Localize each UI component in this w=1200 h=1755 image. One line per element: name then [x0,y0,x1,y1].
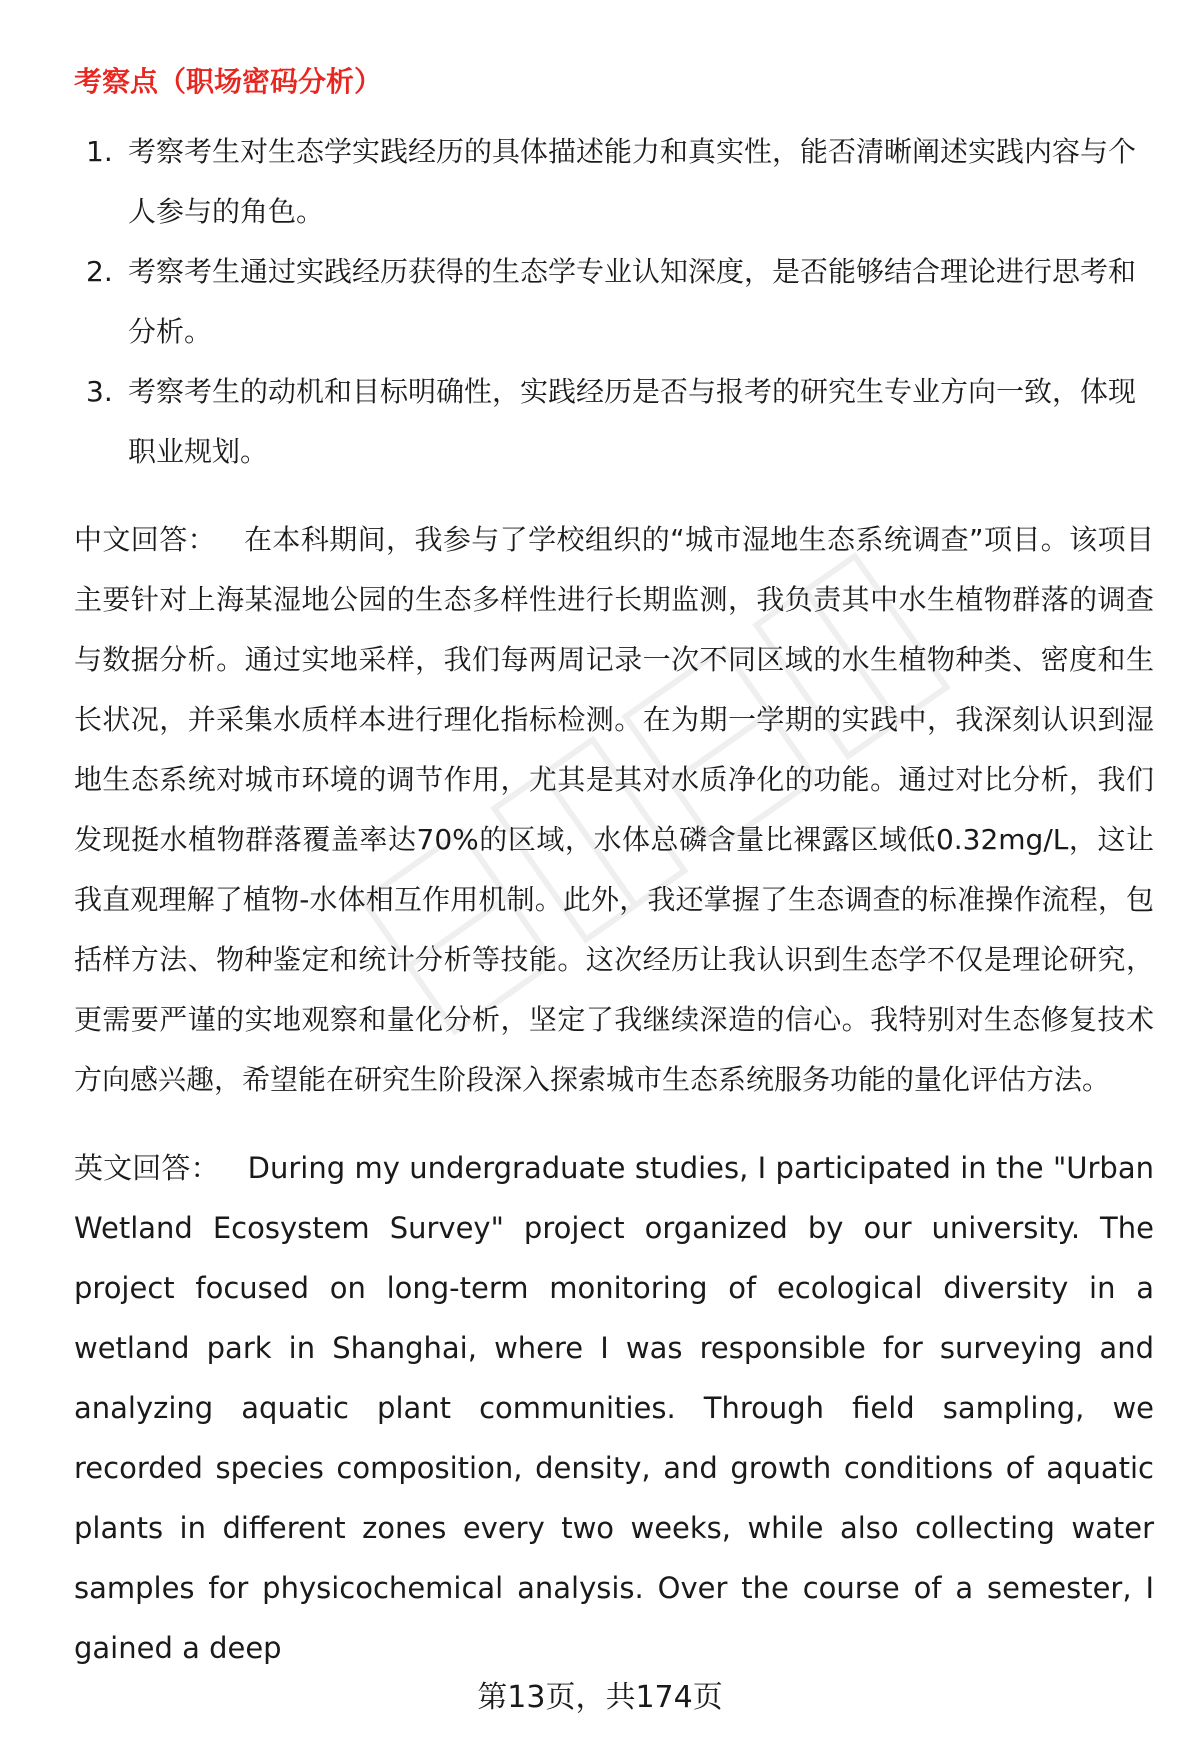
list-item [74,242,1154,362]
english-answer-label: 英文回答： [74,1151,220,1185]
english-answer-paragraph [74,1138,1154,1678]
list-item-text: 考察考生对生态学实践经历的具体描述能力和真实性，能否清晰阐述实践内容与个人参与的角色。 [128,135,1137,228]
list-item [74,362,1154,482]
list-item [74,122,1154,242]
list-item-number: 2. [86,255,113,288]
assessment-points-list [74,122,1154,482]
document-page [74,52,1154,1678]
section-title: 考察点（职场密码分析） [74,65,383,98]
list-item-text: 考察考生的动机和目标明确性，实践经历是否与报考的研究生专业方向一致，体现职业规划。 [128,375,1137,468]
list-item-number: 3. [86,375,113,408]
page-number-footer: 第13页，共174页 [477,1680,723,1715]
list-item-text: 考察考生通过实践经历获得的生态学专业认知深度，是否能够结合理论进行思考和分析。 [128,255,1137,348]
list-item-number: 1. [86,135,113,168]
chinese-answer-label: 中文回答： [74,523,217,556]
chinese-answer-text: 在本科期间，我参与了学校组织的“城市湿地生态系统调查”项目。该项目主要针对上海某湿地公园的生态多样性进行长期监测，我负责其中水生植物群落的调查与数据分析。通过实地采样，我们每两周记录一次不同区域的水生植物种类、密度和生长状况，并采集水质样本进行理化指标检测。在为期一学期的实践中，我深刻认识到湿地生态系统对城市环境的调节作用，尤其是其对水质净化的功能。通过对比分析，我们发现挺水植物群落覆盖率达70%的区域，水体总磷含量比裸露区域低0.32mg/L，这让我直观理解了植物-水体相互作用机制。此外，我还掌握了生态调查的标准操作流程，包括样方法、物种鉴定和统计分析等技能。这次经历让我认识到生态学不仅是理论研究，更需要严谨的实地观察和量化分析，坚定了我继续深造的信心。我特别对生态修复技术方向感兴趣，希望能在研究生阶段深入探索城市生态系统服务功能的量化评估方法。 [74,523,1154,1096]
english-answer-text: During my undergraduate studies, I participated in the "Urban Wetland Ecosystem Survey" project organized by our university. The project focused on long-term monitoring of ecological diversity in a wetland park in Shanghai, where I was responsible for surveying and analyzing aquatic plant communities. Through field sampling, we recorded species composition, density, and growth conditions of aquatic plants in different zones every two weeks, while also collecting water samples for physicochemical analysis. Over the course of a semester, I gained a deep [74,1151,1154,1665]
chinese-answer-paragraph [74,510,1154,1110]
